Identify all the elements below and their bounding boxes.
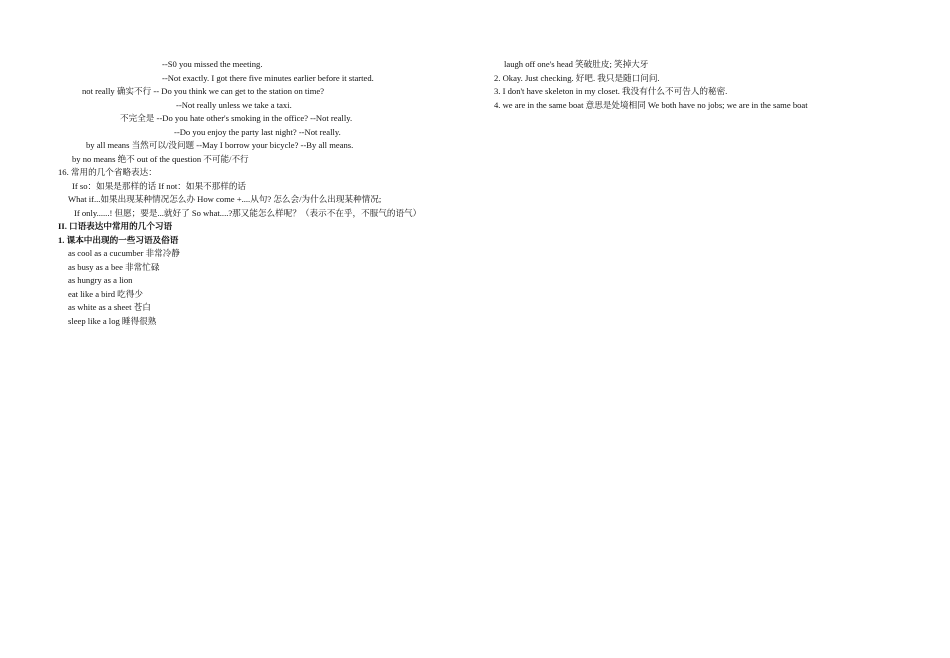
text-line: 4. we are in the same boat 意思是处境相同 We both have no jobs; we are in the same boat bbox=[494, 99, 808, 110]
text-line: If so：如果是那样的话 If not：如果不那样的话 bbox=[72, 180, 247, 191]
text-line: as busy as a bee 非常忙碌 bbox=[68, 261, 160, 272]
right-column bbox=[494, 58, 899, 112]
text-line: If only......! 但愿；要是...就好了 So what....?那又能怎么样呢？（表示不在乎，不服气的语气） bbox=[74, 207, 422, 218]
section-16-title: 16. 常用的几个省略表达： bbox=[58, 167, 157, 177]
text-line: What if...如果出现某种情况怎么办 How come +....从句? 怎么会/为什么出现某种情况; bbox=[68, 194, 382, 204]
text-line: --S0 you missed the meeting. bbox=[162, 59, 263, 69]
text-line: --Do you enjoy the party last night? --Not really. bbox=[174, 126, 341, 137]
section-16-lines bbox=[58, 180, 468, 221]
text-line: 3. I don't have skeleton in my closet. 我没有什么不可告人的秘密. bbox=[494, 86, 728, 96]
text-line: --Not really unless we take a taxi. bbox=[176, 99, 292, 110]
text-line: 2. Okay. Just checking. 好吧. 我只是随口问问. bbox=[494, 72, 660, 83]
text-line: eat like a bird 吃得少 bbox=[68, 288, 143, 299]
subsection-1-title: 1. 课本中出现的一些习语及俗语 bbox=[58, 234, 179, 245]
text-line: by all means 当然可以/没问题 --May I borrow your bicycle? --By all means. bbox=[86, 140, 354, 150]
text-line: not really 确实不行 -- Do you think we can get to the station on time? bbox=[82, 86, 325, 96]
dialogue-lines bbox=[58, 58, 468, 166]
section-2-title: II. 口语表达中常用的几个习语 bbox=[58, 221, 173, 231]
text-line: as white as a sheet 苍白 bbox=[68, 302, 151, 312]
left-column bbox=[58, 58, 468, 328]
text-line: by no means 绝不 out of the question 不可能/不行 bbox=[72, 153, 249, 164]
text-line: as hungry as a lion bbox=[68, 275, 133, 285]
text-line: 不完全是 --Do you hate other's smoking in the office? --Not really. bbox=[120, 113, 353, 123]
text-line: as cool as a cucumber 非常冷静 bbox=[68, 248, 180, 258]
text-line: sleep like a log 睡得很熟 bbox=[68, 315, 157, 326]
text-line: laugh off one's head 笑破肚皮; 笑掉大牙 bbox=[504, 59, 649, 69]
idiom-list bbox=[58, 247, 468, 328]
text-line: --Not exactly. I got there five minutes earlier before it started. bbox=[162, 72, 374, 83]
right-lines bbox=[494, 58, 899, 112]
